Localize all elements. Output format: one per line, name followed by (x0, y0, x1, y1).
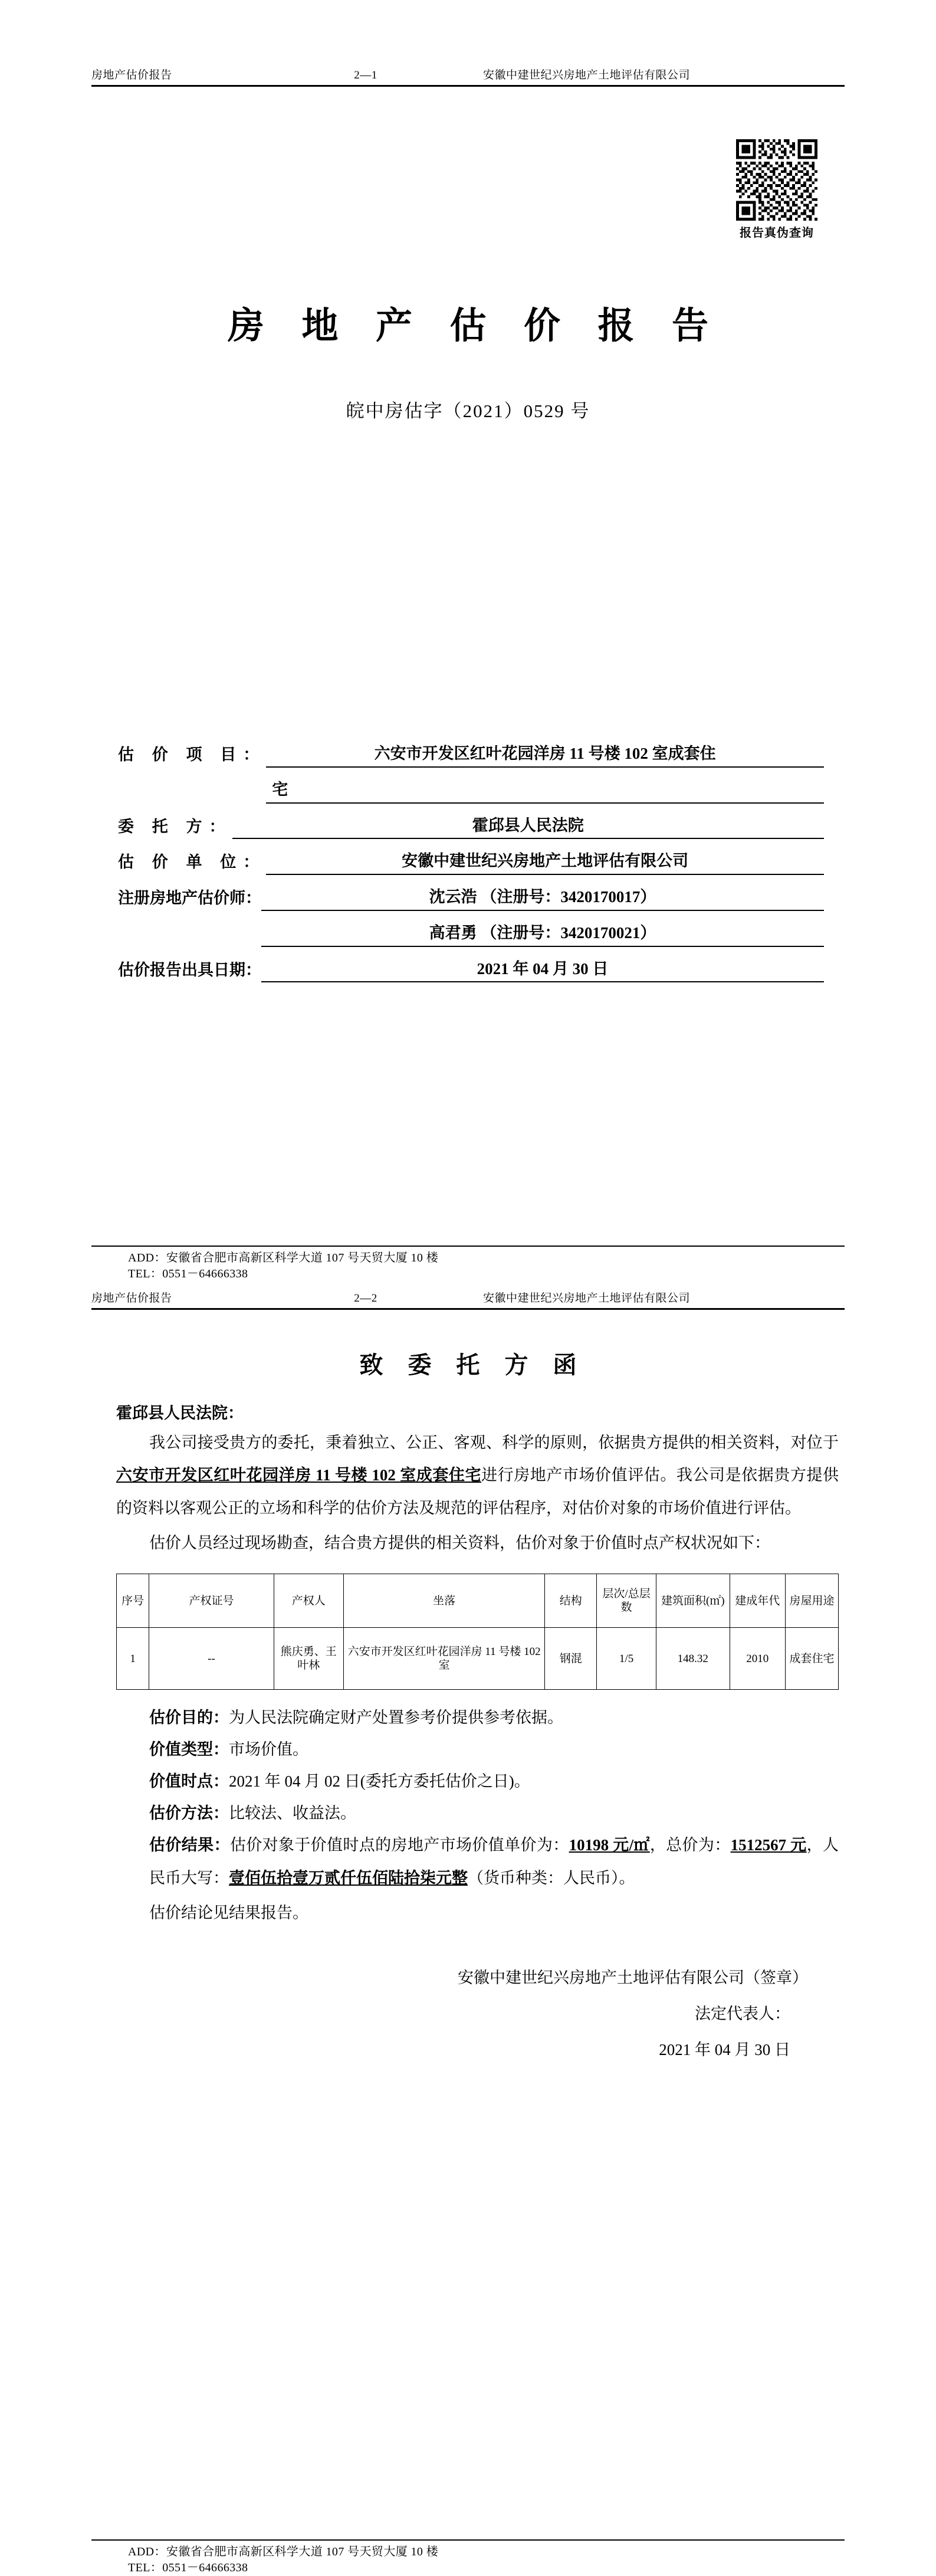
field-value-client[interactable]: 霍邱县人民法院 (232, 816, 825, 840)
running-header-page-number: 2—1 (354, 69, 377, 81)
fact-key-purpose: 估价目的： (149, 1709, 229, 1727)
signature-date: 2021 年 04 月 30 日 (659, 2040, 790, 2059)
footer-address: ADD：安徽省合肥市高新区科学大道 107 号天贸大厦 10 楼 (128, 1251, 439, 1264)
para1-subject-underlined: 六安市开发区红叶花园洋房 11 号楼 102 室成套住宅 (116, 1466, 482, 1484)
para1-part-b: 进行房地产市场价值评估。我公司是依据贵方提供的资料以客观公正的立场和科学的估价方法及规范的评估程序，对估价对象的市场价值进行评估。 (116, 1466, 839, 1517)
result-lead: 估价对象于价值时点的房地产市场价值单价为： (229, 1836, 569, 1854)
th-owner: 产权人 (274, 1574, 343, 1628)
field-value-project-cont[interactable]: 宅 (266, 780, 824, 804)
field-label-appraisal-firm: 估 价 单 位： (118, 853, 267, 871)
field-value-appraiser-2[interactable]: 高君勇 （注册号：3420170021） (261, 923, 824, 947)
page-2-footer (91, 2539, 845, 2576)
running-header-title: 房地产估价报告 (91, 69, 172, 81)
page-1-footer (91, 1246, 845, 1282)
qr-code-icon[interactable] (736, 139, 817, 221)
running-header-company-p2: 安徽中建世纪兴房地产土地评估有限公司 (483, 1292, 691, 1305)
th-certificate-no: 产权证号 (149, 1574, 274, 1628)
cell-serial-number: 1 (117, 1628, 149, 1690)
page-1-running-header (91, 70, 845, 85)
fact-key-value-type: 价值类型： (149, 1741, 229, 1759)
result-mid-1: ，总价为： (649, 1836, 731, 1854)
result-mid-2: ，人民币大写： (149, 1836, 839, 1887)
field-row-appraiser-1 (118, 887, 824, 911)
field-label-client: 委 托 方： (118, 817, 232, 835)
th-building-area: 建筑面积(㎡) (656, 1574, 730, 1628)
page-1 (0, 0, 936, 1282)
fact-value-purpose: 为人民法院确定财产处置参考价提供参考依据。 (229, 1709, 563, 1727)
cell-building-area: 148.32 (656, 1628, 730, 1690)
cell-structure: 钢混 (545, 1628, 597, 1690)
table-header-row (117, 1574, 839, 1628)
fact-valuation-date (91, 1765, 845, 1797)
cell-owner: 熊庆勇、王叶林 (274, 1628, 343, 1690)
field-value-issue-date[interactable]: 2021 年 04 月 30 日 (261, 959, 824, 983)
fact-value-valuation-date: 2021 年 04 月 02 日(委托方委托估价之日)。 (229, 1772, 530, 1791)
result-unit-price: 10198 元/㎡ (569, 1836, 650, 1854)
field-row-client (118, 816, 824, 840)
result-total-price: 1512567 元 (730, 1836, 807, 1854)
fact-value-type (91, 1733, 845, 1765)
field-value-project[interactable]: 六安市开发区红叶花园洋房 11 号楼 102 室成套住 (266, 744, 824, 768)
running-header-title-p2: 房地产估价报告 (91, 1292, 172, 1305)
field-value-appraiser-1[interactable]: 沈云浩 （注册号：3420170017） (261, 887, 824, 911)
signature-block (91, 1960, 845, 2067)
field-value-appraisal-firm[interactable]: 安徽中建世纪兴房地产土地评估有限公司 (266, 851, 824, 875)
fact-appraisal-method (91, 1797, 845, 1829)
footer-telephone: TEL：0551－64666338 (128, 1267, 248, 1280)
running-header-page-number-p2: 2—2 (354, 1292, 377, 1305)
letter-paragraph-2: 估价人员经过现场勘查，结合贵方提供的相关资料，估价对象于价值时点产权状况如下： (149, 1534, 770, 1552)
fact-key-valuation-date: 价值时点： (149, 1772, 229, 1791)
fact-value-value-type: 市场价值。 (229, 1741, 308, 1759)
qr-caption: 报告真伪查询 (740, 227, 814, 240)
fact-key-method: 估价方法： (149, 1804, 229, 1823)
th-usage: 房屋用途 (785, 1574, 838, 1628)
field-label-appraisers: 注册房地产估价师： (118, 889, 261, 907)
th-floor-total: 层次/总层数 (597, 1574, 656, 1628)
property-information-table (116, 1574, 839, 1690)
appraisal-result-paragraph (91, 1829, 845, 1895)
field-row-appraisal-firm (118, 851, 824, 875)
letter-paragraph-1 (91, 1427, 845, 1525)
signature-legal-representative: 法定代表人： (695, 2005, 790, 2023)
field-row-issue-date (118, 959, 824, 983)
fact-value-method: 比较法、收益法。 (229, 1804, 356, 1823)
cell-year-built: 2010 (730, 1628, 785, 1690)
cell-usage: 成套住宅 (785, 1628, 838, 1690)
footer-address-p2: ADD：安徽省合肥市高新区科学大道 107 号天贸大厦 10 楼 (128, 2545, 439, 2558)
field-row-project (118, 744, 824, 768)
header-divider (91, 85, 845, 87)
result-amount-in-chinese: 壹佰伍拾壹万贰仟伍佰陆拾柒元整 (229, 1869, 468, 1887)
running-header-company: 安徽中建世纪兴房地产土地评估有限公司 (483, 69, 691, 81)
result-tail: （货币种类：人民币）。 (468, 1869, 635, 1887)
th-structure: 结构 (545, 1574, 597, 1628)
signature-company: 安徽中建世纪兴房地产土地评估有限公司（签章） (458, 1969, 808, 1987)
report-info-block (91, 744, 845, 982)
field-label-project: 估 价 项 目： (118, 746, 267, 763)
conclusion-line: 估价结论见结果报告。 (149, 1904, 308, 1922)
footer-telephone-p2: TEL：0551－64666338 (128, 2561, 248, 2574)
para1-part-a: 我公司接受贵方的委托，秉着独立、公正、客观、科学的原则，依据贵方提供的相关资料，对位于 (149, 1434, 839, 1451)
letter-salutation: 霍邱县人民法院： (116, 1404, 244, 1422)
page-2-running-header (91, 1293, 845, 1308)
th-year-built: 建成年代 (730, 1574, 785, 1628)
field-row-project-cont (118, 780, 824, 804)
result-key: 估价结果： (149, 1836, 230, 1854)
field-row-appraiser-2 (118, 923, 824, 947)
field-label-issue-date: 估价报告出具日期： (118, 961, 261, 979)
header-divider-p2 (91, 1308, 845, 1310)
cell-location: 六安市开发区红叶花园洋房 11 号楼 102 室 (343, 1628, 545, 1690)
page-title: 房 地 产 估 价 报 告 (227, 306, 722, 346)
qr-verification-block (709, 139, 845, 240)
table-row (117, 1628, 839, 1690)
fact-appraisal-purpose (91, 1702, 845, 1733)
report-number: 皖中房估字（2021）0529 号 (346, 401, 590, 421)
cell-certificate-no: -- (149, 1628, 274, 1690)
cell-floor-total: 1/5 (597, 1628, 656, 1690)
th-serial-number: 序号 (117, 1574, 149, 1628)
page-2 (0, 1282, 936, 2576)
th-location: 坐落 (343, 1574, 545, 1628)
letter-title: 致 委 托 方 函 (359, 1352, 586, 1378)
